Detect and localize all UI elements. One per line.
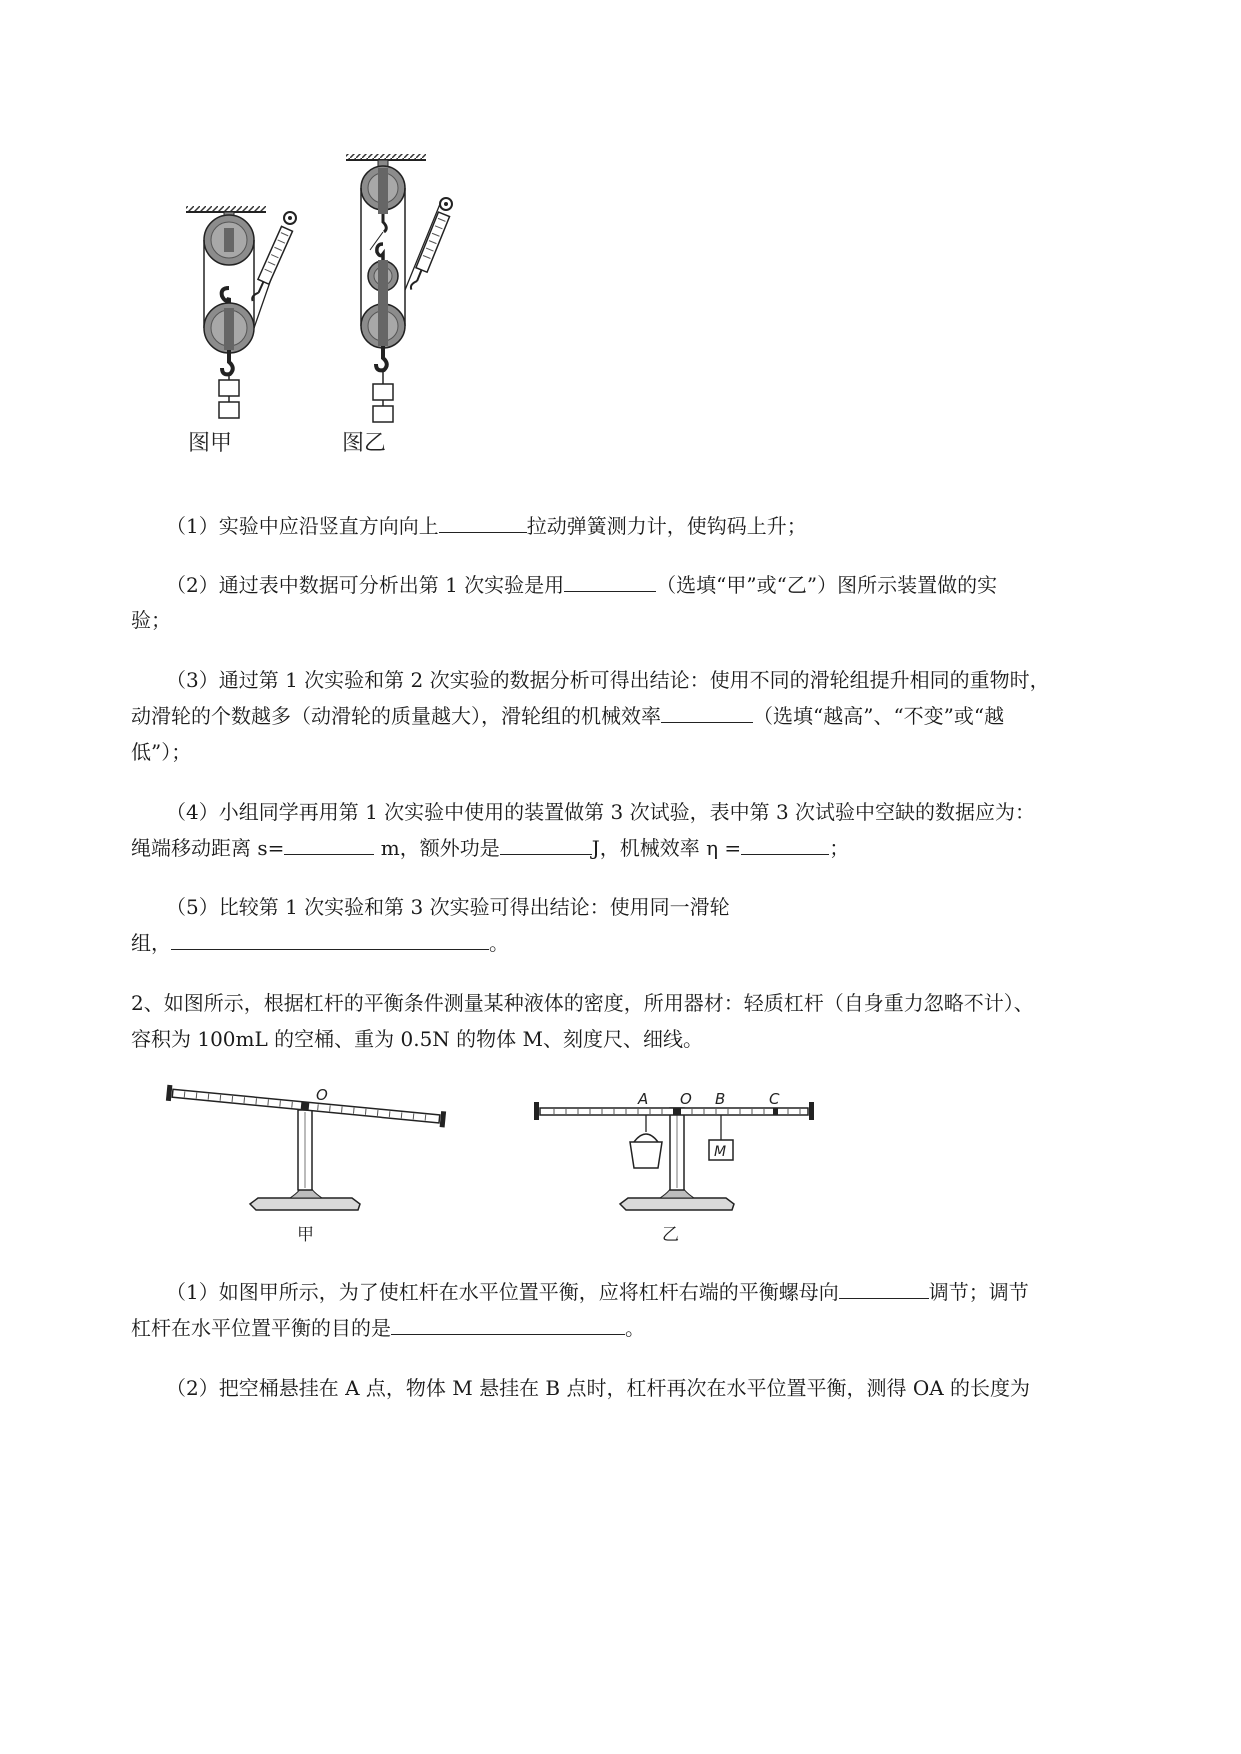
q1-part3-text-b: 动滑轮的个数越多（动滑轮的质量越大），滑轮组的机械效率 <box>131 704 661 728</box>
q1-part4-text-b: 绳端移动距离 s= <box>131 836 285 860</box>
pulley-figure <box>170 140 490 470</box>
q1-part2 <box>166 571 997 599</box>
lever-object-m: M <box>714 1144 727 1160</box>
q1-part4: （4）小组同学再用第 1 次实验中使用的装置做第 3 次试验，表中第 3 次试验中空缺的数据应为： <box>166 800 1036 824</box>
lever-point-a: A <box>638 1090 649 1108</box>
q2-part2: （2）把空桶悬挂在 A 点，物体 M 悬挂在 B 点时，杠杆再次在水平位置平衡，测得 OA 的长度为 <box>166 1376 1031 1400</box>
lever-point-c: C <box>769 1090 780 1108</box>
lever-point-o: O <box>680 1090 692 1108</box>
q1-part1 <box>166 512 807 540</box>
lever-point-b: B <box>715 1090 726 1108</box>
pulley-label-jia: 图甲 <box>188 431 233 456</box>
q2-part1-text-d: 。 <box>625 1316 645 1340</box>
q2-part1-cont <box>131 1314 645 1342</box>
q1-part3-cont <box>131 702 1004 730</box>
lever-jia-point-o: O <box>316 1086 328 1104</box>
q1-part3-blank[interactable] <box>661 702 753 723</box>
q1-part4-text-d: J，机械效率 η = <box>591 836 742 860</box>
q1-part5-text-b: 组， <box>131 931 171 955</box>
lever-label-jia: 甲 <box>297 1225 314 1245</box>
q1-part1-blank[interactable] <box>439 512 527 533</box>
pulley-setup-jia <box>186 206 296 456</box>
q2-part1-text-a: （1）如图甲所示，为了使杠杆在水平位置平衡，应将杠杆右端的平衡螺母向 <box>166 1280 839 1304</box>
q1-part4-blank-efficiency[interactable] <box>741 834 829 855</box>
q1-part2-text-b: （选填“甲”或“乙”）图所示装置做的实 <box>656 573 998 597</box>
q1-part2-blank[interactable] <box>564 571 656 592</box>
q1-part2-cont: 验； <box>131 608 171 632</box>
lever-setup-yi <box>534 1090 814 1245</box>
q2-part1 <box>166 1278 1029 1306</box>
pulley-label-yi: 图乙 <box>342 431 387 456</box>
q1-part3-text-c: （选填“越高”、“不变”或“越 <box>753 704 1005 728</box>
q2-part1-text-c: 杠杆在水平位置平衡的目的是 <box>131 1316 391 1340</box>
q2-intro-cont: 容积为 100mL 的空桶、重为 0.5N 的物体 M、刻度尺、细线。 <box>131 1027 703 1051</box>
q2-part1-blank-purpose[interactable] <box>391 1314 625 1335</box>
q1-part4-blank-work[interactable] <box>500 834 592 855</box>
q2-intro: 2、如图所示，根据杠杆的平衡条件测量某种液体的密度，所用器材：轻质杠杆（自身重力忽略不计）、 <box>131 991 1034 1015</box>
q1-part1-text-a: （1）实验中应沿竖直方向向上 <box>166 514 439 538</box>
q1-part1-text-b: 拉动弹簧测力计，使钩码上升； <box>526 514 807 538</box>
q1-part4-cont <box>131 834 849 862</box>
q1-part4-text-e: ； <box>829 836 850 860</box>
q1-part5: （5）比较第 1 次实验和第 3 次实验可得出结论：使用同一滑轮 <box>166 895 730 919</box>
pulley-setup-yi <box>342 154 452 456</box>
lever-figure <box>160 1082 820 1252</box>
q1-part4-text-c: m，额外功是 <box>374 836 500 860</box>
q1-part5-cont <box>131 929 509 957</box>
q1-part5-text-c: 。 <box>489 931 509 955</box>
q1-part4-blank-s[interactable] <box>284 834 374 855</box>
q1-part3: （3）通过第 1 次实验和第 2 次实验的数据分析可得出结论：使用不同的滑轮组提升相同的重物时， <box>166 668 1050 692</box>
q1-part5-blank[interactable] <box>171 929 489 950</box>
q2-part1-text-b: 调节；调节 <box>928 1280 1029 1304</box>
lever-label-yi: 乙 <box>662 1225 679 1245</box>
q1-part3-cont2: 低”）； <box>131 740 192 764</box>
q2-part1-blank-direction[interactable] <box>839 1278 929 1299</box>
lever-setup-jia <box>166 1085 446 1245</box>
q1-part2-text-a: （2）通过表中数据可分析出第 1 次实验是用 <box>166 573 565 597</box>
